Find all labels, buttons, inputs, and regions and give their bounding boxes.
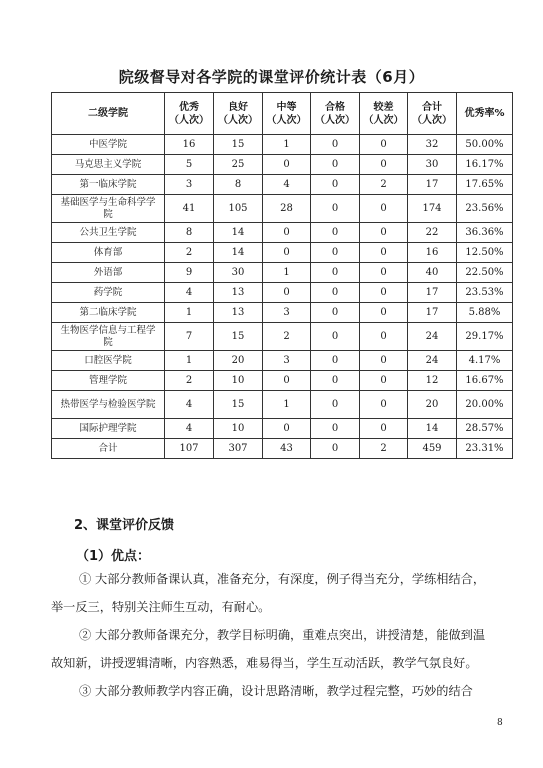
cell-medium: 28 <box>263 195 311 223</box>
cell-medium: 4 <box>263 175 311 195</box>
cell-good: 15 <box>214 391 263 419</box>
table-row <box>52 243 513 263</box>
cell-good: 307 <box>214 439 263 459</box>
cell-excellent: 4 <box>165 391 214 419</box>
cell-medium: 2 <box>263 323 311 351</box>
table-body <box>52 135 513 459</box>
cell-college: 基础医学与生命科学学院 <box>52 195 165 223</box>
cell-total: 17 <box>408 303 457 323</box>
cell-rate: 28.57% <box>457 419 513 439</box>
cell-good: 15 <box>214 323 263 351</box>
cell-poor: 0 <box>360 371 408 391</box>
header-excellent: 优秀 （人次） <box>165 93 214 135</box>
header-rate: 优秀率% <box>457 93 513 135</box>
cell-good: 10 <box>214 371 263 391</box>
cell-poor: 0 <box>360 283 408 303</box>
cell-medium: 0 <box>263 223 311 243</box>
table-row <box>52 283 513 303</box>
table-header-row <box>52 93 513 135</box>
cell-poor: 0 <box>360 243 408 263</box>
cell-rate: 22.50% <box>457 263 513 283</box>
table-row <box>52 419 513 439</box>
table-row <box>52 155 513 175</box>
cell-excellent: 5 <box>165 155 214 175</box>
paragraph-2: ② 大部分教师备课充分，教学目标明确，重难点突出，讲授清楚，能做到温故知新，讲授逻辑清晰，内容熟悉，难易得当，学生互动活跃，教学气氛良好。 <box>51 628 486 670</box>
cell-medium: 3 <box>263 351 311 371</box>
cell-poor: 0 <box>360 155 408 175</box>
table-row <box>52 263 513 283</box>
cell-good: 8 <box>214 175 263 195</box>
cell-college: 第二临床学院 <box>52 303 165 323</box>
cell-rate: 4.17% <box>457 351 513 371</box>
cell-college: 合计 <box>52 439 165 459</box>
header-college: 二级学院 <box>52 93 165 135</box>
cell-medium: 3 <box>263 303 311 323</box>
cell-poor: 0 <box>360 135 408 155</box>
header-poor: 较差 （人次） <box>360 93 408 135</box>
cell-rate: 5.88% <box>457 303 513 323</box>
cell-college: 马克思主义学院 <box>52 155 165 175</box>
cell-pass: 0 <box>311 391 360 419</box>
cell-excellent: 4 <box>165 283 214 303</box>
cell-rate: 16.17% <box>457 155 513 175</box>
cell-college: 外语部 <box>52 263 165 283</box>
cell-college: 热带医学与检验医学院 <box>52 391 165 419</box>
cell-good: 105 <box>214 195 263 223</box>
cell-poor: 0 <box>360 195 408 223</box>
cell-total: 16 <box>408 243 457 263</box>
cell-medium: 1 <box>263 135 311 155</box>
cell-total: 32 <box>408 135 457 155</box>
table-row <box>52 195 513 223</box>
paragraph-3: ③ 大部分教师教学内容正确，设计思路清晰，教学过程完整，巧妙的结合 <box>79 684 473 698</box>
table-row <box>52 223 513 243</box>
cell-excellent: 16 <box>165 135 214 155</box>
cell-pass: 0 <box>311 135 360 155</box>
section-heading: 2、课堂评价反馈 <box>74 518 175 533</box>
cell-medium: 0 <box>263 371 311 391</box>
cell-rate: 29.17% <box>457 323 513 351</box>
cell-total: 17 <box>408 283 457 303</box>
cell-good: 10 <box>214 419 263 439</box>
cell-poor: 0 <box>360 391 408 419</box>
cell-total: 14 <box>408 419 457 439</box>
cell-medium: 1 <box>263 263 311 283</box>
cell-pass: 0 <box>311 303 360 323</box>
cell-pass: 0 <box>311 371 360 391</box>
cell-pass: 0 <box>311 175 360 195</box>
cell-college: 国际护理学院 <box>52 419 165 439</box>
cell-pass: 0 <box>311 243 360 263</box>
cell-medium: 0 <box>263 243 311 263</box>
table-row <box>52 351 513 371</box>
cell-pass: 0 <box>311 283 360 303</box>
header-medium: 中等 （人次） <box>263 93 311 135</box>
cell-total: 30 <box>408 155 457 175</box>
table-row <box>52 303 513 323</box>
cell-excellent: 1 <box>165 303 214 323</box>
cell-poor: 0 <box>360 303 408 323</box>
cell-excellent: 1 <box>165 351 214 371</box>
cell-good: 30 <box>214 263 263 283</box>
cell-poor: 0 <box>360 223 408 243</box>
cell-pass: 0 <box>311 351 360 371</box>
cell-college: 第一临床学院 <box>52 175 165 195</box>
table-row <box>52 323 513 351</box>
header-good: 良好 （人次） <box>214 93 263 135</box>
cell-good: 25 <box>214 155 263 175</box>
cell-rate: 12.50% <box>457 243 513 263</box>
cell-rate: 23.56% <box>457 195 513 223</box>
table-row <box>52 175 513 195</box>
cell-pass: 0 <box>311 419 360 439</box>
cell-pass: 0 <box>311 323 360 351</box>
cell-pass: 0 <box>311 263 360 283</box>
cell-pass: 0 <box>311 155 360 175</box>
cell-excellent: 3 <box>165 175 214 195</box>
cell-total: 174 <box>408 195 457 223</box>
cell-poor: 2 <box>360 175 408 195</box>
cell-rate: 20.00% <box>457 391 513 419</box>
cell-college: 公共卫生学院 <box>52 223 165 243</box>
cell-medium: 0 <box>263 283 311 303</box>
cell-pass: 0 <box>311 223 360 243</box>
cell-excellent: 2 <box>165 371 214 391</box>
cell-good: 14 <box>214 243 263 263</box>
table-row <box>52 371 513 391</box>
cell-poor: 0 <box>360 351 408 371</box>
cell-medium: 1 <box>263 391 311 419</box>
table-title: 院级督导对各学院的课堂评价统计表（6月） <box>118 68 425 86</box>
cell-rate: 23.31% <box>457 439 513 459</box>
cell-pass: 0 <box>311 195 360 223</box>
cell-total: 459 <box>408 439 457 459</box>
cell-college: 生物医学信息与工程学院 <box>52 323 165 351</box>
cell-total: 40 <box>408 263 457 283</box>
cell-poor: 0 <box>360 323 408 351</box>
cell-excellent: 2 <box>165 243 214 263</box>
table-row <box>52 439 513 459</box>
cell-good: 13 <box>214 303 263 323</box>
cell-medium: 0 <box>263 155 311 175</box>
cell-rate: 23.53% <box>457 283 513 303</box>
cell-total: 24 <box>408 323 457 351</box>
cell-rate: 17.65% <box>457 175 513 195</box>
cell-total: 24 <box>408 351 457 371</box>
header-total: 合计 （人次） <box>408 93 457 135</box>
cell-college: 中医学院 <box>52 135 165 155</box>
cell-college: 口腔医学院 <box>52 351 165 371</box>
cell-college: 体育部 <box>52 243 165 263</box>
cell-excellent: 8 <box>165 223 214 243</box>
cell-rate: 36.36% <box>457 223 513 243</box>
cell-total: 22 <box>408 223 457 243</box>
page-number: 8 <box>497 718 503 728</box>
cell-excellent: 41 <box>165 195 214 223</box>
cell-rate: 50.00% <box>457 135 513 155</box>
cell-poor: 0 <box>360 263 408 283</box>
evaluation-table <box>51 92 513 459</box>
table-row <box>52 391 513 419</box>
header-pass: 合格 （人次） <box>311 93 360 135</box>
cell-total: 20 <box>408 391 457 419</box>
cell-poor: 2 <box>360 439 408 459</box>
cell-rate: 16.67% <box>457 371 513 391</box>
cell-good: 15 <box>214 135 263 155</box>
cell-excellent: 9 <box>165 263 214 283</box>
cell-good: 20 <box>214 351 263 371</box>
cell-pass: 0 <box>311 439 360 459</box>
cell-poor: 0 <box>360 419 408 439</box>
cell-good: 14 <box>214 223 263 243</box>
cell-good: 13 <box>214 283 263 303</box>
cell-total: 17 <box>408 175 457 195</box>
cell-medium: 0 <box>263 419 311 439</box>
cell-college: 管理学院 <box>52 371 165 391</box>
table-row <box>52 135 513 155</box>
cell-excellent: 4 <box>165 419 214 439</box>
cell-total: 12 <box>408 371 457 391</box>
cell-excellent: 107 <box>165 439 214 459</box>
cell-excellent: 7 <box>165 323 214 351</box>
cell-medium: 43 <box>263 439 311 459</box>
cell-college: 药学院 <box>52 283 165 303</box>
paragraph-1: ① 大部分教师备课认真，准备充分，有深度，例子得当充分，学练相结合，举一反三，特别关注师生互动，有耐心。 <box>51 572 486 614</box>
subsection-heading: （1）优点： <box>76 549 151 564</box>
